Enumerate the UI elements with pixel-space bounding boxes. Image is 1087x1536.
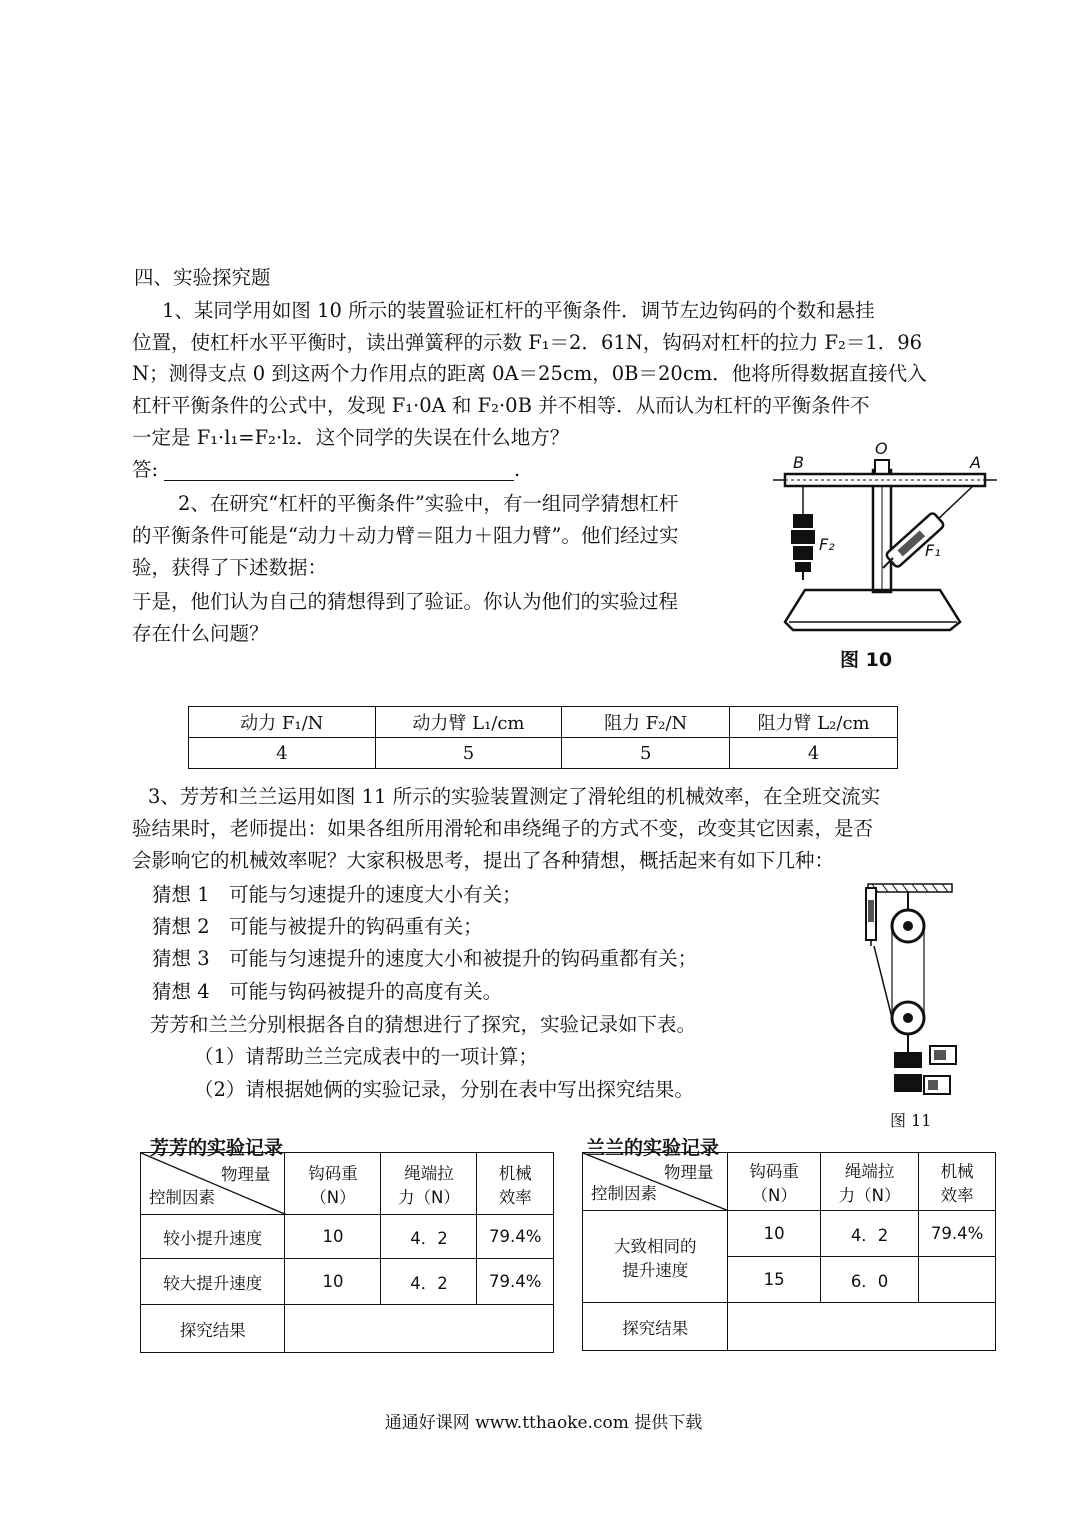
corner-cell bbox=[583, 1153, 728, 1211]
answer-label: 答: bbox=[132, 458, 159, 481]
col-header bbox=[728, 1153, 820, 1211]
col-header bbox=[381, 1153, 477, 1215]
q2-line: 的平衡条件可能是“动力＋动力臂＝阻力＋阻力臂”。他们经过实 bbox=[132, 524, 679, 547]
answer-end: . bbox=[514, 458, 521, 481]
table-header: 动力 F₁/N bbox=[189, 707, 376, 738]
table-header: 阻力臂 L₂/cm bbox=[730, 707, 898, 738]
q1-line: 杠杆平衡条件的公式中，发现 F₁·0A 和 F₂·0B 并不相等．从而认为杠杆的平衡条件不 bbox=[132, 394, 870, 417]
corner-bottom: 控制因素 bbox=[591, 1184, 657, 1203]
col-header-line: （N） bbox=[310, 1187, 356, 1207]
q3-line: 验结果时，老师提出：如果各组所用滑轮和串绕绳子的方式不变，改变其它因素，是否 bbox=[132, 817, 874, 840]
efficiency-cell: 79.4% bbox=[477, 1215, 554, 1259]
col-header bbox=[285, 1153, 381, 1215]
efficiency-cell: 79.4% bbox=[919, 1211, 996, 1257]
efficiency-cell: 79.4% bbox=[477, 1259, 554, 1305]
q2-line: 2、在研究“杠杆的平衡条件”实验中，有一组同学猜想杠杆 bbox=[178, 492, 679, 515]
col-header bbox=[919, 1153, 996, 1211]
q1-line: 一定是 F₁·l₁=F₂·l₂．这个同学的失误在什么地方？ bbox=[132, 426, 570, 449]
col-header-line: 力（N） bbox=[838, 1185, 901, 1205]
weight-cell: 10 bbox=[285, 1215, 381, 1259]
corner-top: 物理量 bbox=[663, 1163, 714, 1182]
col-header-line: 效率 bbox=[498, 1187, 532, 1207]
lanlan-table bbox=[582, 1152, 996, 1351]
col-header-line: 力（N） bbox=[398, 1187, 460, 1207]
weight-cell: 15 bbox=[728, 1257, 820, 1303]
label-O: O bbox=[875, 440, 888, 458]
figure-11-caption: 图 11 bbox=[890, 1111, 932, 1130]
weight-cell: 10 bbox=[285, 1259, 381, 1305]
result-label: 探究结果 bbox=[583, 1303, 728, 1351]
table-row bbox=[583, 1303, 996, 1351]
page-footer: 通通好课网 www.tthaoke.com 提供下载 bbox=[384, 1413, 703, 1433]
q2-line: 存在什么问题？ bbox=[132, 622, 269, 645]
table-row bbox=[141, 1215, 554, 1259]
col-header-line: 钩码重 bbox=[308, 1163, 358, 1183]
col-header bbox=[477, 1153, 554, 1215]
label-F2: F₂ bbox=[819, 535, 835, 554]
figure-11-pulley bbox=[850, 882, 960, 1102]
guess-item: 猜想 3 可能与匀速提升的速度大小和被提升的钩码重都有关； bbox=[152, 947, 698, 970]
figure-10-lever bbox=[765, 440, 1005, 640]
table-row bbox=[141, 1259, 554, 1305]
force-cell: 4．2 bbox=[381, 1215, 477, 1259]
table-row bbox=[189, 707, 898, 738]
q1-line: N；测得支点 0 到这两个力作用点的距离 0A＝25cm，0B＝20cm．他将所得数据直接代入 bbox=[132, 362, 927, 385]
factor-cell: 较大提升速度 bbox=[141, 1259, 285, 1305]
label-F1: F₁ bbox=[925, 541, 941, 560]
guess-item: 猜想 4 可能与钩码被提升的高度有关。 bbox=[152, 980, 503, 1003]
efficiency-input[interactable] bbox=[919, 1257, 996, 1303]
figure-10-caption: 图 10 bbox=[840, 649, 893, 671]
table-header: 阻力 F₂/N bbox=[562, 707, 730, 738]
result-blank[interactable] bbox=[285, 1305, 554, 1353]
q2-line: 于是，他们认为自己的猜想得到了验证。你认为他们的实验过程 bbox=[132, 590, 679, 613]
table-row bbox=[141, 1153, 554, 1215]
force-cell: 4．2 bbox=[820, 1211, 918, 1257]
table-cell: 5 bbox=[375, 738, 562, 769]
q3-line: 3、芳芳和兰兰运用如图 11 所示的实验装置测定了滑轮组的机械效率，在全班交流实 bbox=[148, 785, 881, 808]
table-row bbox=[141, 1305, 554, 1353]
col-header-line: 机械 bbox=[498, 1163, 532, 1183]
q2-line: 验，获得了下述数据： bbox=[132, 556, 328, 579]
corner-bottom: 控制因素 bbox=[149, 1188, 215, 1207]
table-cell: 4 bbox=[189, 738, 376, 769]
q3-line: 会影响它的机械效率呢？大家积极思考，提出了各种猜想，概括起来有如下几种： bbox=[132, 849, 835, 872]
guess-item: 猜想 2 可能与被提升的钩码重有关； bbox=[152, 915, 483, 938]
result-label: 探究结果 bbox=[141, 1305, 285, 1353]
corner-top: 物理量 bbox=[220, 1165, 271, 1184]
col-header-line: 绳端拉 bbox=[844, 1161, 895, 1181]
lanlan-caption: 兰兰的实验记录 bbox=[586, 1137, 720, 1159]
force-cell: 4．2 bbox=[381, 1259, 477, 1305]
table-header: 动力臂 L₁/cm bbox=[375, 707, 562, 738]
result-blank[interactable] bbox=[728, 1303, 996, 1351]
corner-cell bbox=[141, 1153, 285, 1215]
q3-task: （1）请帮助兰兰完成表中的一项计算； bbox=[194, 1045, 538, 1068]
force-cell: 6．0 bbox=[820, 1257, 918, 1303]
table-row bbox=[583, 1211, 996, 1257]
weight-cell: 10 bbox=[728, 1211, 820, 1257]
table-row bbox=[583, 1153, 996, 1211]
section-title: 四、实验探究题 bbox=[134, 266, 271, 289]
table-cell: 5 bbox=[562, 738, 730, 769]
factor-cell: 较小提升速度 bbox=[141, 1215, 285, 1259]
col-header-line: 钩码重 bbox=[749, 1161, 799, 1181]
factor-cell bbox=[583, 1211, 728, 1303]
table-row bbox=[189, 738, 898, 769]
factor-line: 大致相同的 bbox=[613, 1236, 697, 1256]
q1-line: 位置，使杠杆水平平衡时，读出弹簧秤的示数 F₁＝2．61N，钩码对杠杆的拉力 F₂＝1．96 bbox=[132, 331, 923, 354]
q3-intro: 芳芳和兰兰分别根据各自的猜想进行了探究，实验记录如下表。 bbox=[150, 1013, 697, 1036]
guess-item: 猜想 1 可能与匀速提升的速度大小有关； bbox=[152, 883, 522, 906]
col-header-line: 绳端拉 bbox=[404, 1163, 454, 1183]
fangfang-caption: 芳芳的实验记录 bbox=[150, 1137, 284, 1159]
q3-task: （2）请根据她俩的实验记录，分别在表中写出探究结果。 bbox=[194, 1078, 694, 1101]
q1-line: 1、某同学用如图 10 所示的装置验证杠杆的平衡条件．调节左边钩码的个数和悬挂 bbox=[162, 299, 875, 322]
lever-data-table bbox=[188, 706, 898, 769]
col-header bbox=[820, 1153, 918, 1211]
factor-line: 提升速度 bbox=[622, 1260, 689, 1280]
fangfang-table bbox=[140, 1152, 554, 1353]
table-cell: 4 bbox=[730, 738, 898, 769]
col-header-line: （N） bbox=[751, 1185, 797, 1205]
answer-blank[interactable] bbox=[164, 480, 514, 481]
col-header-line: 效率 bbox=[940, 1185, 974, 1205]
col-header-line: 机械 bbox=[940, 1161, 974, 1181]
label-B: B bbox=[793, 453, 804, 472]
label-A: A bbox=[970, 453, 981, 472]
